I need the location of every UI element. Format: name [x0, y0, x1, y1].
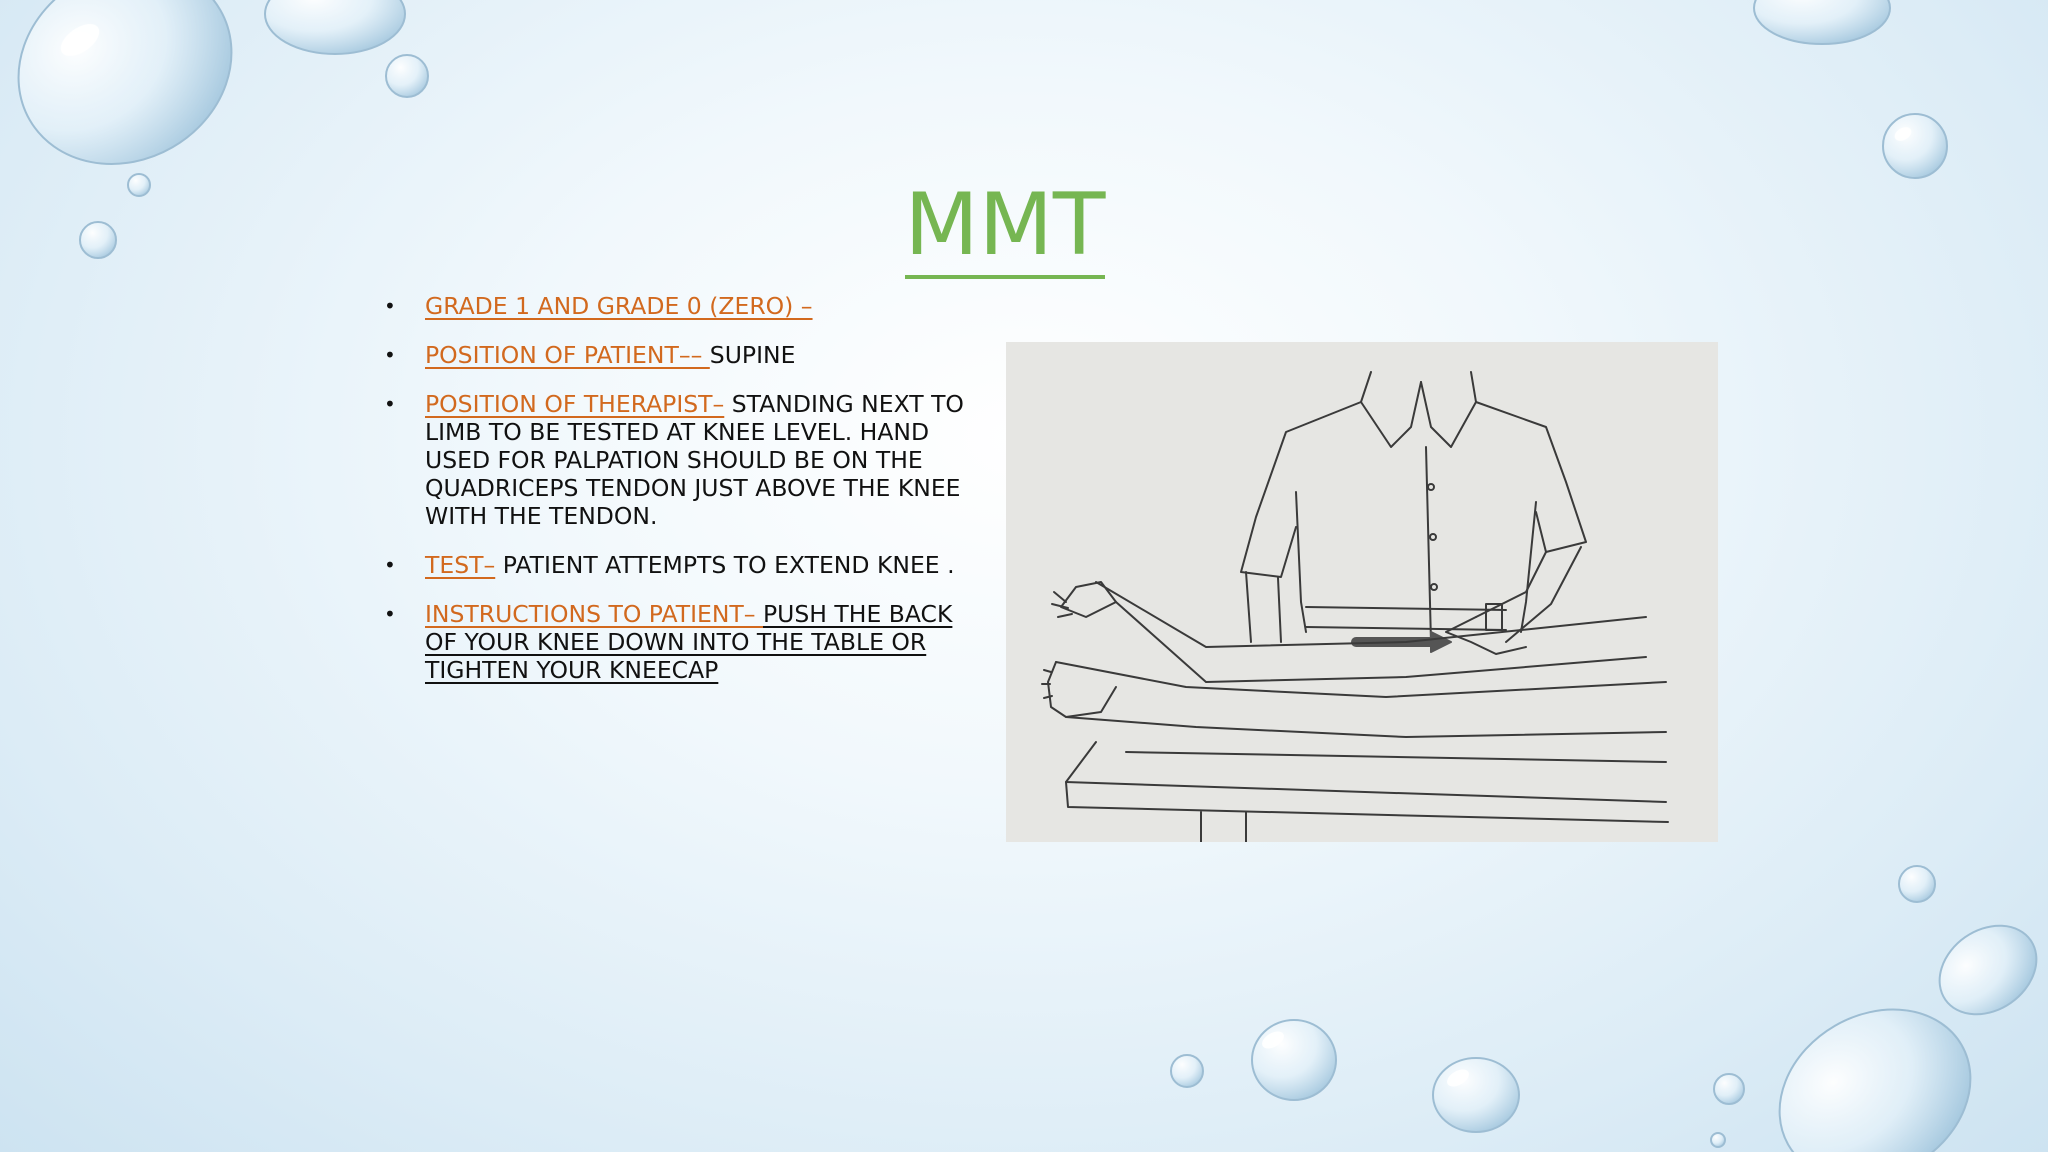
bullet-label-grade: GRADE 1 AND GRADE 0 (ZERO) – — [425, 292, 813, 320]
bullet-dot: • — [384, 294, 396, 318]
bullet-text-patient-position: SUPINE — [709, 341, 796, 369]
bullet-label-therapist-position: POSITION OF THERAPIST– — [425, 390, 725, 418]
bullet-label-patient-position: POSITION OF PATIENT–– — [425, 341, 710, 369]
bullet-dot: • — [384, 343, 396, 367]
bullet-item — [384, 341, 964, 369]
bullet-label-test: TEST– — [425, 551, 496, 579]
bullet-item — [384, 551, 964, 579]
slide-title: MMT — [880, 170, 1130, 280]
bullet-item — [384, 600, 964, 684]
bullet-text-instructions: PUSH THE BACK OF YOUR KNEE DOWN INTO THE TABLE OR TIGHTEN YOUR KNEECAP — [425, 600, 953, 684]
bullet-list — [384, 292, 964, 705]
bullet-dot: • — [384, 602, 396, 626]
bullet-item — [384, 390, 964, 530]
illustration-image — [1006, 342, 1718, 842]
bullet-label-instructions: INSTRUCTIONS TO PATIENT– — [425, 600, 763, 628]
bullet-dot: • — [384, 553, 396, 577]
bullet-dot: • — [384, 392, 396, 416]
bullet-text-test: PATIENT ATTEMPTS TO EXTEND KNEE . — [495, 551, 955, 579]
bullet-item — [384, 292, 964, 320]
bullet-text-therapist-position: STANDING NEXT TO LIMB TO BE TESTED AT KNEE LEVEL. HAND USED FOR PALPATION SHOULD BE ON THE QUADRICEPS TENDON JUST ABOVE THE KNEE WITH THE TENDON. — [425, 390, 964, 530]
therapist-palpating-quadriceps-illustration-icon — [1006, 342, 1718, 842]
